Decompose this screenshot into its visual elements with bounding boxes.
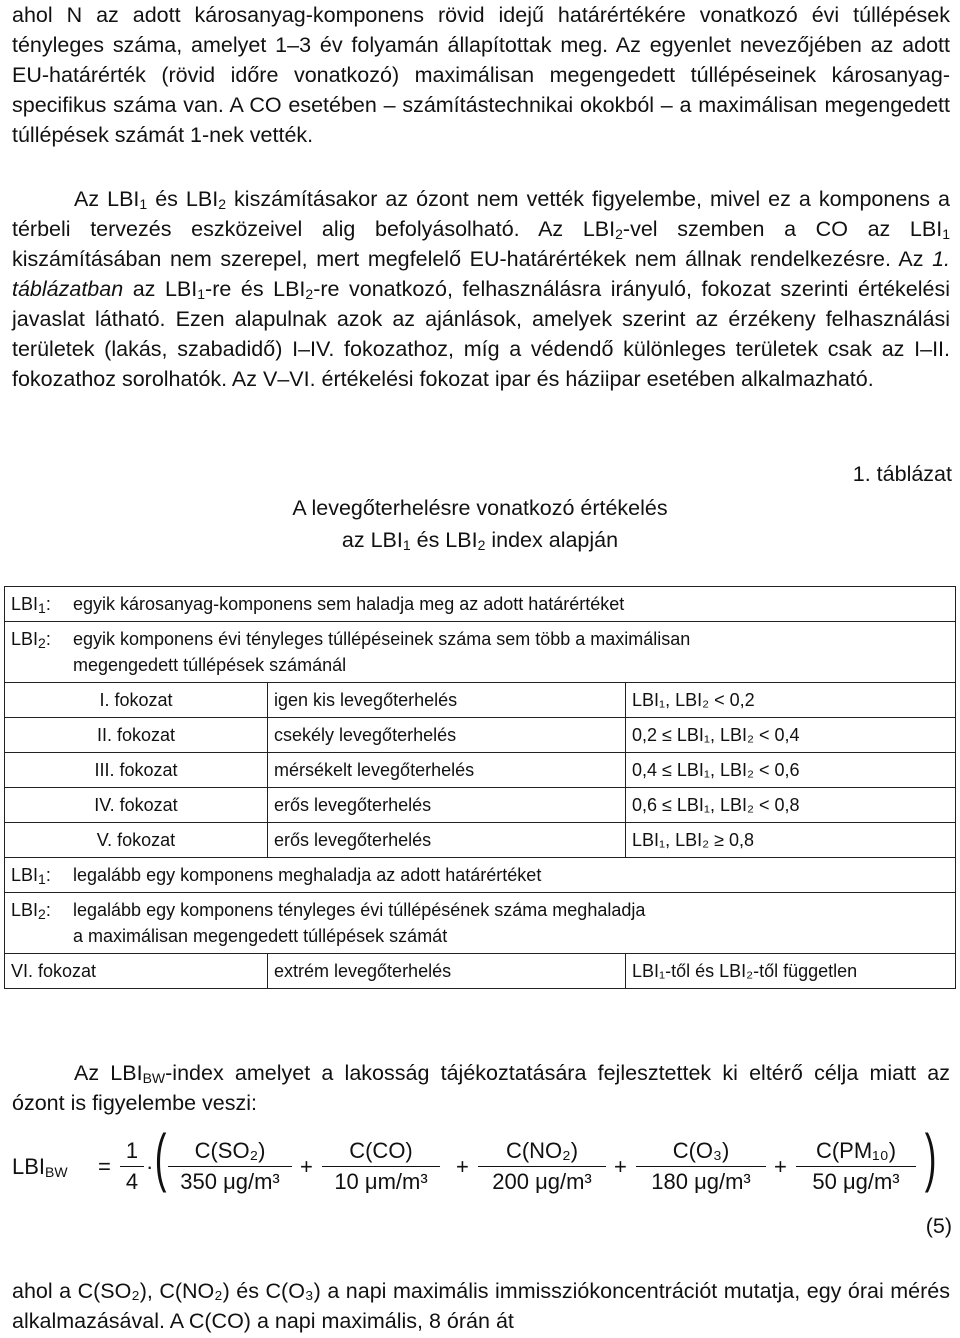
formula-plus: + bbox=[456, 1154, 469, 1179]
table-row: II. fokozat csekély levegőterhelés 0,2 ≤ LBI₁, LBI₂ < 0,4 bbox=[5, 718, 956, 753]
table-reference: 1. táblázatban bbox=[12, 247, 950, 301]
table-note-lbi2-bottom: $LBI_2$: legalább egy komponens tényleges évi túllépésének száma meghaladja a maximálisan megengedett túllépések számát bbox=[5, 893, 956, 954]
formula-plus: + bbox=[774, 1154, 787, 1179]
formula-lhs: $LBI_{BW}$ bbox=[12, 1154, 68, 1180]
table-note-lbi2-top: $LBI_2$: egyik komponens évi tényleges túllépéseinek száma sem több a maximálisan megengedett túllépések számánál bbox=[5, 622, 956, 683]
lbi-bw-formula bbox=[10, 1121, 950, 1210]
lbi-bw-paragraph: Az $LBI_{BW}$-index amelyet a lakosság tájékoztatására fejlesztettek ki eltérő célja miatt az ózont is figyelembe veszi: bbox=[12, 1061, 950, 1115]
formula-quarter: $\frac{1}{4}$ bbox=[120, 1138, 144, 1195]
formula-term-so2: $\frac{\text{C(SO₂)}}{\text{350 μg/m³}}$ bbox=[168, 1138, 292, 1195]
formula-close-paren: ) bbox=[924, 1121, 937, 1193]
formula-plus: + bbox=[300, 1154, 313, 1179]
evaluation-table bbox=[4, 586, 956, 989]
table-row: III. fokozat mérsékelt levegőterhelés 0,4 ≤ LBI₁, LBI₂ < 0,6 bbox=[5, 753, 956, 788]
formula-term-pm10: $\frac{\text{C(PM₁₀)}}{\text{50 μg/m³}}$ bbox=[796, 1138, 916, 1195]
formula-term-no2: $\frac{\text{C(NO₂)}}{\text{200 μg/m³}}$ bbox=[478, 1138, 606, 1195]
formula-dot: · bbox=[146, 1154, 154, 1179]
formula-plus: + bbox=[614, 1154, 627, 1179]
table-caption: 1. táblázat bbox=[852, 462, 952, 486]
table-title-line1: A levegőterhelésre vonatkozó értékelés bbox=[292, 496, 668, 520]
table-note-lbi1-bottom: $LBI_1$: legalább egy komponens meghaladja az adott határértéket bbox=[5, 858, 956, 893]
table-row: VI. fokozat extrém levegőterhelés LBI₁-től és LBI₂-től független bbox=[5, 954, 956, 989]
table-title-line2: az $LBI_1$ és $LBI_2$ index alapján bbox=[341, 528, 619, 553]
table-row: V. fokozat erős levegőterhelés LBI₁, LBI₂ ≥ 0,8 bbox=[5, 823, 956, 858]
equation-number: (5) bbox=[925, 1214, 952, 1238]
table-row: IV. fokozat erős levegőterhelés 0,6 ≤ LBI₁, LBI₂ < 0,8 bbox=[5, 788, 956, 823]
intro-paragraph: ahol N az adott károsanyag-komponens rövid idejű határértékére vonatkozó évi túllépések tényleges száma, amelyet 1–3 év folyamán állapítottak meg. Az egyenlet nevezőjében az adott EU-határérték (rövid időre vonatkozó) maximálisan megengedett túllépéseinek károsanyag-specifikus száma van. A CO esetében – számítástechnikai okokból – a maximálisan megengedett túllépések számát 1-nek vették. bbox=[12, 3, 950, 147]
table-note-lbi1-top: $LBI_1$: egyik károsanyag-komponens sem haladja meg az adott határértéket bbox=[5, 587, 956, 622]
formula-term-co: $\frac{C(CO)}{\text{10 μm/m³}}$ bbox=[322, 1138, 440, 1195]
table-row: I. fokozat igen kis levegőterhelés LBI₁, LBI₂ < 0,2 bbox=[5, 683, 956, 718]
formula-equals: = bbox=[98, 1154, 111, 1179]
formula-open-paren: ( bbox=[154, 1121, 167, 1193]
concentration-paragraph: ahol a C(SO₂), C(NO₂) és C(O₃) a napi maximális immissziókoncentrációt mutatja, egy órai mérés alkalmazásával. A C(CO) a napi maximális, 8 órán át bbox=[12, 1279, 950, 1333]
lbi-paragraph: Az $LBI_1$ és $LBI_2$ kiszámításakor az ózont nem vették figyelembe, mivel ez a komponens a térbeli tervezés eszközeivel alig befolyásolható. Az $LBI_2$-vel szemben a CO az $LBI_1$ kiszámításában nem szerepel, mert megfelelő EU-határértékek nem állnak rendelkezésre. Az 1. táblázatban az $LBI_1-re$ és $LBI_2-re$ vonatkozó, felhasználásra irányuló, fokozat szerinti értékelési javaslat látható. Ezen alapulnak azok az ajánlások, amelyek szerint az érzékeny felhasználási területek (lakás, szabadidő) I–IV. fokozathoz, míg a védendő különleges területek csak az I–II. fokozathoz sorolhatók. Az V–VI. értékelési fokozat ipar és háziipar esetében alkalmazható. bbox=[12, 187, 951, 391]
formula-term-o3: $\frac{\text{C(O₃)}}{\text{180 μg/m³}}$ bbox=[636, 1138, 766, 1195]
